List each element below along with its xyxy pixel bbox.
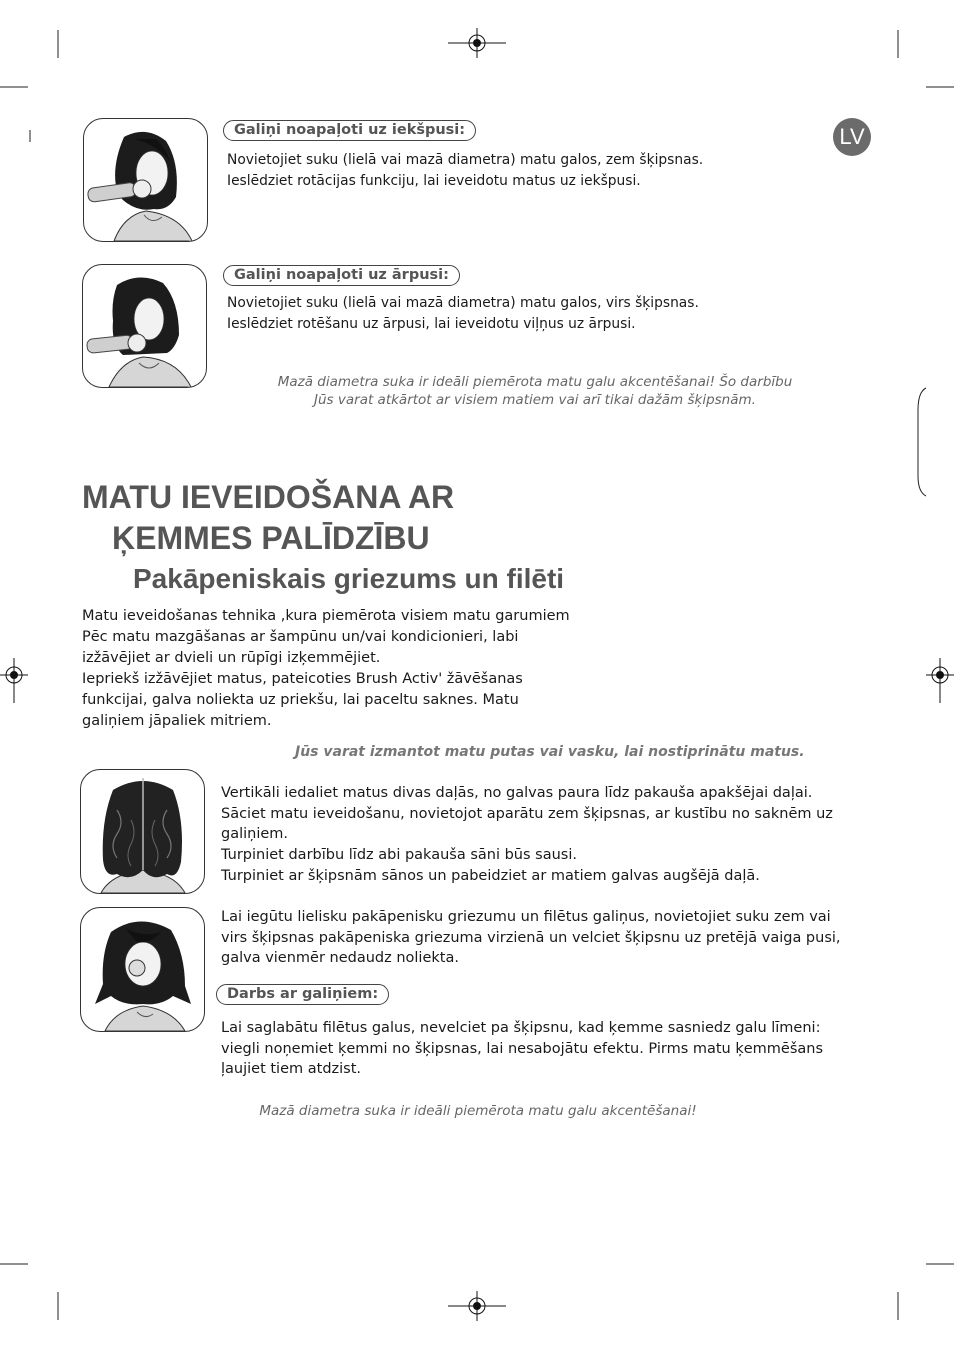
intro-line-4: Iepriekš izžāvējiet matus, pateicoties Brush Activ' žāvēšanas	[82, 671, 523, 687]
intro-line-1: Matu ieveidošanas tehnika ,kura piemērota visiem matu garumiem	[82, 608, 570, 624]
steps-line-1: Vertikāli iedaliet matus divas daļās, no galvas paura līdz pakauša apakšējai daļai.	[221, 785, 813, 801]
graduated-cut-text	[221, 907, 841, 969]
final-note: Mazā diametra suka ir ideāli piemērota matu galu akcentēšanai!	[259, 1103, 697, 1119]
outward-line-2: Ieslēdziet rotēšanu uz ārpusi, lai ieveidotu viļņus uz ārpusi.	[227, 315, 636, 332]
inward-line-2: Ieslēdziet rotācijas funkciju, lai ieveidotu matus uz iekšpusi.	[227, 172, 641, 189]
steps-line-3: galiņiem.	[221, 826, 289, 843]
illustration-graduated-cut	[80, 907, 205, 1032]
section-title-outward: Galiņi noapaļoti uz ārpusi:	[223, 265, 460, 286]
page-heading-line-1: MATU IEVEIDOŠANA AR	[82, 479, 455, 515]
ends-text	[221, 1018, 823, 1080]
ends-line-2: viegli noņemiet ķemmi no šķipsnas, lai nesabojātu efektu. Pirms matu ķemmēšans	[221, 1040, 824, 1057]
intro-line-5: funkcijai, galva noliekta uz priekšu, lai paceltu saknes. Matu	[82, 692, 519, 708]
ends-line-3: ļaujiet tiem atdzist.	[221, 1061, 362, 1078]
inward-line-1: Novietojiet suku (lielā vai mazā diametra) matu galos, zem šķipsnas.	[227, 152, 704, 168]
intro-line-6: galiņiem jāpaliek mitriem.	[82, 713, 272, 729]
section-title-inward: Galiņi noapaļoti uz iekšpusi:	[223, 120, 476, 141]
illustration-inward-curl	[83, 118, 208, 242]
steps-line-4: Turpiniet darbību līdz abi pakauša sāni būs sausi.	[221, 847, 577, 864]
sectioning-steps	[221, 783, 833, 887]
page-heading-line-2: ĶEMMES PALĪDZĪBU	[112, 520, 430, 556]
ends-line-1: Lai saglabātu filētus galus, nevelciet pa šķipsnu, kad ķemme sasniedz galu līmeni:	[221, 1020, 821, 1036]
page-subheading: Pakāpeniskais griezums un filēti	[133, 563, 565, 594]
intro-line-3: izžāvējiet ar dvieli un rūpīgi izķemmējiet.	[82, 650, 381, 666]
language-badge: LV	[833, 118, 871, 156]
illustration-outward-curl	[82, 264, 207, 388]
outward-instructions	[227, 293, 699, 334]
outward-line-1: Novietojiet suku (lielā vai mazā diametra) matu galos, virs šķipsnas.	[227, 295, 699, 311]
inward-instructions	[227, 150, 703, 191]
styling-tip: Jūs varat izmantot matu putas vai vasku, lai nostiprinātu matus.	[295, 744, 805, 760]
illustration-back-of-head	[80, 769, 205, 894]
small-brush-note	[270, 373, 800, 409]
small-brush-note-line-2: Jūs varat atkārtot ar visiem matiem vai arī tikai dažām šķipsnām.	[314, 392, 756, 408]
registration-mark-top	[448, 28, 506, 58]
intro-line-2: Pēc matu mazgāšanas ar šampūnu un/vai kondicionieri, labi	[82, 629, 519, 645]
graduated-line-3: galva vienmēr nedaudz noliekta.	[221, 950, 459, 967]
steps-line-5: Turpiniet ar šķipsnām sānos un pabeidziet ar matiem galvas augšējā daļā.	[221, 867, 760, 884]
small-brush-note-line-1: Mazā diametra suka ir ideāli piemērota matu galu akcentēšanai! Šo darbību	[277, 374, 793, 390]
steps-line-2: Sāciet matu ieveidošanu, novietojot aparātu zem šķipsnas, ar kustību no saknēm uz	[221, 805, 833, 822]
registration-mark-right	[926, 658, 954, 703]
registration-mark-left	[0, 658, 28, 703]
registration-mark-bottom	[448, 1291, 506, 1321]
section-title-ends: Darbs ar galiņiem:	[216, 984, 389, 1005]
intro-text	[82, 606, 570, 732]
graduated-line-2: virs šķipsnas pakāpeniska griezuma virzienā un velciet šķipsnu uz pretējā vaiga pusi,	[221, 929, 841, 946]
graduated-line-1: Lai iegūtu lielisku pakāpenisku griezumu un filētus galiņus, novietojiet suku zem vai	[221, 909, 831, 925]
